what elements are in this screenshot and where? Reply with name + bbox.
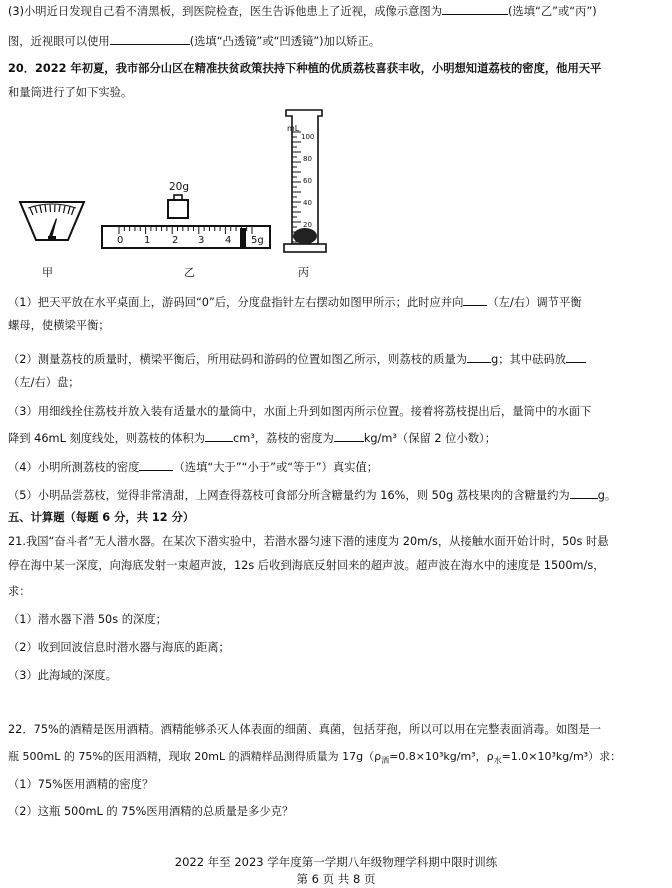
- page-number: 第 6 页 共 8 页: [296, 872, 376, 886]
- weight-label: 20g: [169, 181, 190, 193]
- answer-blank: [566, 351, 586, 363]
- q21-part3: （3）此海域的深度。: [8, 669, 117, 682]
- q20-part4: （4）小明所测荔枝的密度 （选填“大于”“小于”或“等于”）真实值；: [8, 461, 379, 474]
- answer-blank: [205, 430, 233, 442]
- q21-line3: 求：: [8, 585, 31, 598]
- q20-part1-line1: （1）把天平放在水平桌面上，游码回“0”后，分度盘指针左右摆动如图甲所示；此时应并向 （左/右）调节平衡: [8, 296, 582, 309]
- cylinder-tick-60: 60: [303, 177, 312, 185]
- q22-part2: （2）这瓶 500mL 的 75%医用酒精的总质量是多少克？: [8, 805, 294, 818]
- q20-part2-line1: （2）测量荔枝的质量时，横梁平衡后，所用砝码和游码的位置如图乙所示，则荔枝的质量为 g；其中砝码放: [8, 351, 586, 367]
- answer-blank: [467, 351, 491, 363]
- q20-part3-line1: （3）用细线拴住荔枝并放入装有适量水的量筒中，水面上升到如图丙所示位置。接着将荔枝提出后，量筒中的水面下: [8, 405, 592, 418]
- ruler-tick-label-1: 1: [144, 235, 151, 246]
- q20-intro-line1: 20．2022 年初夏，我市部分山区在精准扶贫政策扶持下种植的优质荔枝喜获丰收，小明想知道荔枝的密度，他用天平: [8, 62, 602, 75]
- answer-blank: [570, 487, 598, 499]
- footer-title: 2022 年至 2023 学年度第一学期八年级物理学科期中限时训练: [174, 855, 498, 869]
- ruler-tick-label-5: 5g: [251, 235, 264, 246]
- cylinder-tick-100: 100: [301, 133, 315, 141]
- answer-blank: [110, 33, 190, 45]
- cylinder-tick-40: 40: [303, 199, 312, 207]
- answer-blank: [334, 430, 364, 442]
- balance-dial-figure: [16, 198, 88, 244]
- q20-part1-line2: 螺母，使横梁平衡；: [8, 319, 110, 332]
- q19-item3-line2: 图，近视眼可以使用 (选填“凸透镜”或“凹透镜”)加以矫正。: [8, 35, 381, 48]
- figure-caption-jia: 甲: [42, 266, 53, 279]
- weight-icon: [166, 194, 190, 220]
- figure-caption-bing: 丙: [298, 266, 309, 279]
- answer-blank: [139, 459, 173, 471]
- answer-blank: [442, 3, 508, 15]
- q20-part5: （5）小明品尝荔枝，觉得非常清甜，上网查得荔枝可食部分所含糖量约为 16%，则 50g 荔枝果肉的含糖量约为 g。: [8, 489, 617, 502]
- beam-ruler-figure: [101, 224, 273, 250]
- cylinder-unit: mL: [287, 124, 300, 133]
- ruler-tick-label-2: 2: [172, 235, 179, 246]
- figure-caption-yi: 乙: [184, 266, 195, 279]
- ruler-tick-label-0: 0: [117, 235, 124, 246]
- answer-blank: [463, 294, 487, 306]
- q22-part1: （1）75%医用酒精的密度？: [8, 778, 154, 791]
- q22-line2: 瓶 500mL 的 75%的医用酒精，现取 20mL 的酒精样品测得质量为 $17g(\rho_酒=0.8\times 10^3kg/m^3$，$\rho_水=1.0\times 10^3kg/m^3$）求：: [8, 750, 622, 766]
- q20-part3-line2: 降到 46mL 刻度线处，则荔枝的体积为 cm³，荔枝的密度为 kg/m³（保留 2 位小数）；: [8, 432, 496, 445]
- q21-line1: 21.我国“奋斗者”无人潜水器。在某次下潜实验中，若潜水器匀速下潜的速度为 20m/s，从接触水面开始计时，50s 时悬: [8, 535, 609, 548]
- section-title-calculation: 五、计算题（每题 6 分，共 12 分）: [8, 511, 195, 524]
- q20-intro-line2: 和量筒进行了如下实验。: [8, 86, 133, 99]
- ruler-tick-label-3: 3: [198, 235, 205, 246]
- cylinder-tick-20: 20: [303, 221, 312, 229]
- q22-line1: 22．75%的酒精是医用酒精。酒精能够杀灭人体表面的细菌、真菌，包括芽孢，所以可以用在完整表面消毒。如图是一: [8, 723, 602, 736]
- q20-part2-line2: （左/右）盘；: [8, 376, 80, 389]
- ruler-tick-label-4: 4: [225, 235, 232, 246]
- q21-part1: （1）潜水器下潜 50s 的深度；: [8, 613, 167, 626]
- cylinder-tick-80: 80: [303, 155, 312, 163]
- q21-line2: 停在海中某一深度，向海底发射一束超声波，12s 后收到海底反射回来的超声波。超声波在海水中的速度是 1500m/s，: [8, 559, 605, 572]
- q21-part2: （2）收到回波信息时潜水器与海底的距离；: [8, 641, 230, 654]
- q19-item3-line1: (3)小明近日发现自己看不清黑板，到医院检查，医生告诉他患上了近视，成像示意图为 (选填“乙”或“丙”): [8, 5, 597, 18]
